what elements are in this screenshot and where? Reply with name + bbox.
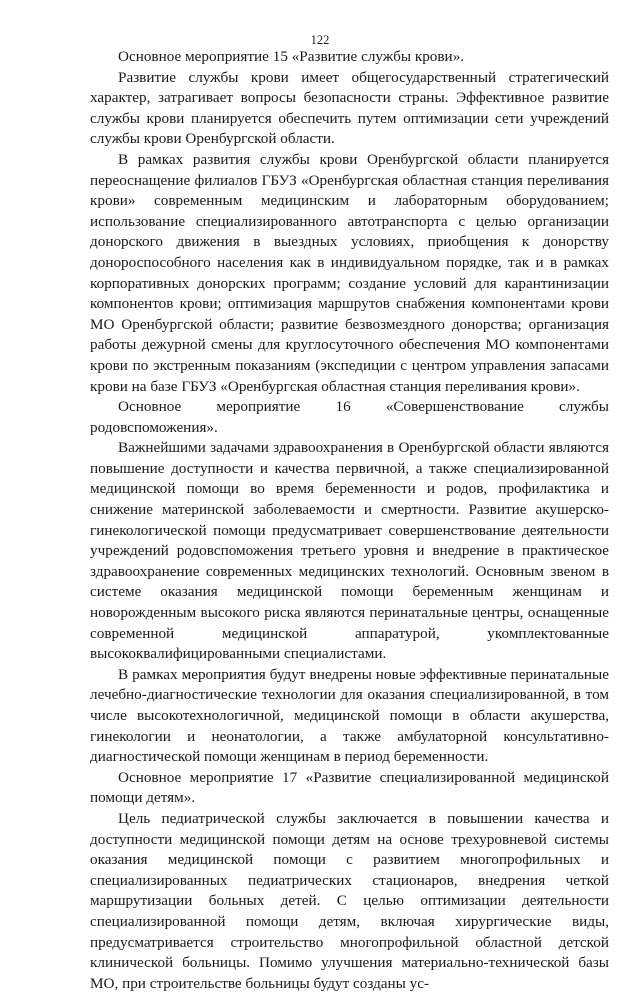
heading-event-16: Основное мероприятие 16 «Совершенствование службы родовспоможения». <box>90 398 609 436</box>
heading-event-17: Основное мероприятие 17 «Развитие специализированной медицинской помощи детям». <box>90 768 609 807</box>
paragraph-blood-service-overview: Развитие службы крови имеет общегосударственный стратегический характер, затрагивает вопросы безопасности страны. Эффективное развитие службы крови планируется обеспечить путем оптимизации сети учреждений службы крови Оренбургской области. <box>90 68 609 148</box>
paragraph-blood-service-plan: В рамках развития службы крови Оренбургской области планируется переоснащение филиалов ГБУЗ «Оренбургская областная станция переливания крови» современным медицинским и лабораторным оборудованием; использование специализированного автотранспорта с целью организации донорского движения в выездных условиях, приобщения к донорству донороспособного населения как в индивидуальном порядке, так и в рамках корпоративных донорских программ; создание условий для карантинизации компонентов крови; оптимизация маршрутов снабжения компонентами крови МО Оренбургской области; развитие безвозмездного донорства; организация работы дежурной смены для круглосуточного обеспечения МО компонентами крови по экстренным показаниям (экспедиции с центром управления запасами крови на базе ГБУЗ «Оренбургская областная станция переливания крови». <box>90 150 609 395</box>
page-number: 122 <box>310 33 330 47</box>
paragraph-maternity-tasks: Важнейшими задачами здравоохранения в Оренбургской области являются повышение доступности и качества первичной, а также специализированной медицинской помощи во время беременности и родов, профилактика и снижение материнской заболеваемости и смертности. Развитие акушерско-гинекологической помощи предусматривает совершенствование деятельности учреждений родовспоможения третьего уровня и внедрение в практическое здравоохранение современных медицинских технологий. Основным звеном в системе оказания медицинской помощи беременным женщинам и новорожденным высокого риска являются перинатальные центры, оснащенные современной медицинской аппаратурой, укомплектованные высококвалифицированными специалистами. <box>90 439 609 663</box>
document-body <box>90 47 609 994</box>
paragraph-pediatric-service: Цель педиатрической службы заключается в повышении качества и доступности медицинской помощи детям на основе трехуровневой системы оказания медицинской помощи с развитием многопрофильных и специализированных педиатрических стационаров, внедрения четкой маршрутизации больных детей. С целью оптимизации деятельности специализированной помощи детям, включая хирургические виды, предусматривается строительство многопрофильной областной детской клинической больницы. Помимо улучшения материально-технической базы МО, при строительстве больницы будут созданы ус- <box>90 809 609 992</box>
heading-event-15: Основное мероприятие 15 «Развитие службы крови». <box>118 48 465 65</box>
paragraph-perinatal-technologies: В рамках мероприятия будут внедрены новые эффективные перинатальные лечебно-диагностические технологии для оказания специализированной, в том числе высокотехнологичной, медицинской помощи в области акушерства, гинекологии и неонатологии, а также амбулаторной консультативно-диагностической помощи женщинам в период беременности. <box>90 665 609 766</box>
